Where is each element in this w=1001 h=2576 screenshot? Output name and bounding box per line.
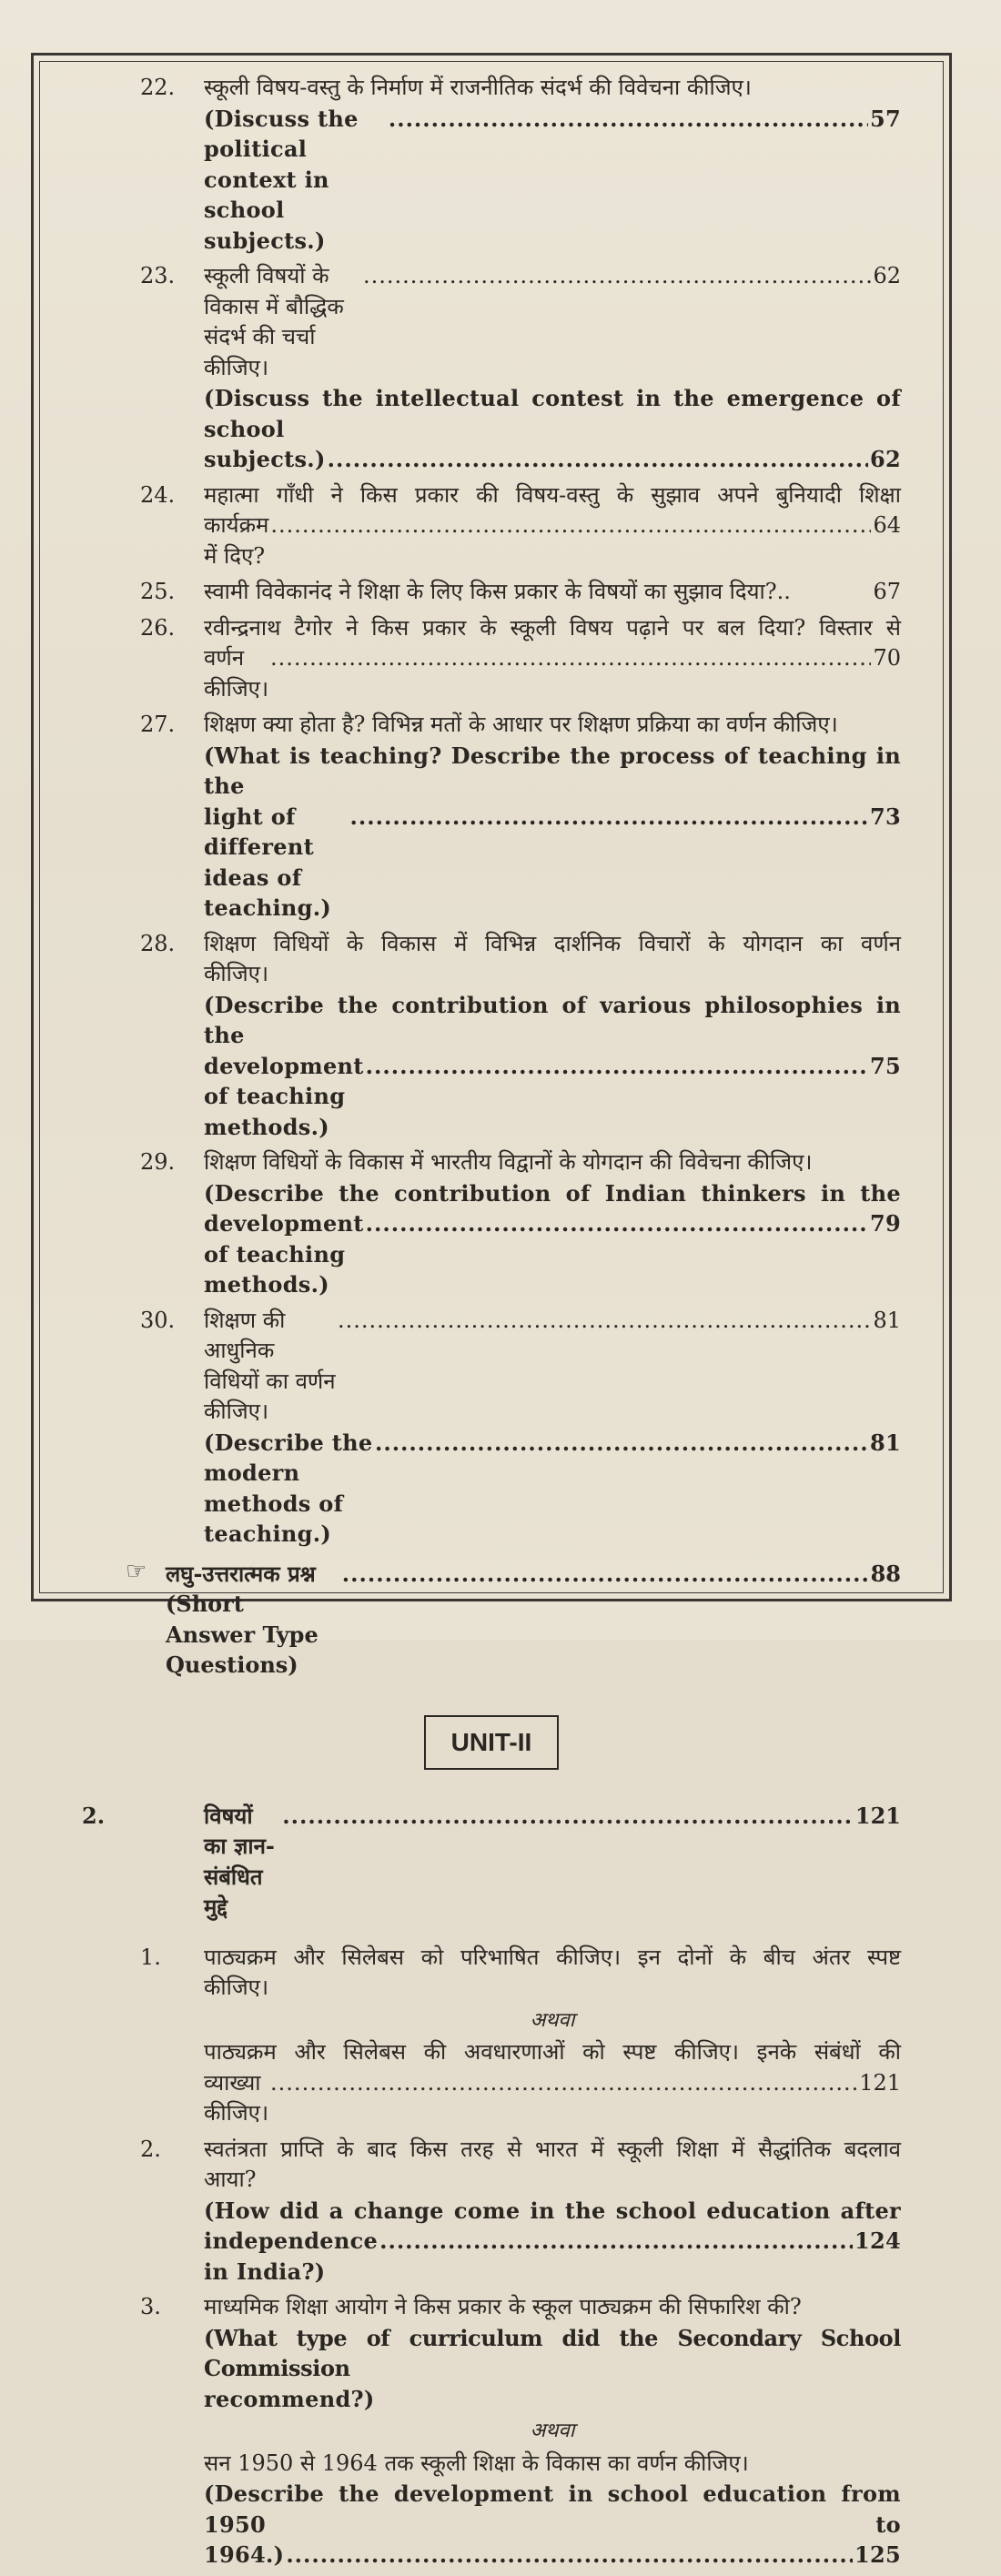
- english-question: (Describe the modern methods of teaching.): [204, 1429, 373, 1547]
- hindi-question: स्वतंत्रता प्राप्ति के बाद किस तरह से भारत में स्कूली शिक्षा में सैद्धांतिक बदलाव: [204, 2136, 901, 2162]
- toc-entry-29: [82, 1147, 901, 1300]
- page-number: 81: [870, 1429, 901, 1456]
- toc-entry-u2-1: [82, 1943, 901, 2129]
- entry-number: 26.: [140, 614, 176, 641]
- page-number: 75: [870, 1052, 901, 1079]
- page-number: 70: [873, 645, 901, 671]
- entry-number: 30.: [140, 1307, 176, 1333]
- english-question-cont: light of different ideas of teaching.): [204, 803, 332, 921]
- english-question-alt: (Describe the development in school education from 1950 to: [204, 2480, 901, 2538]
- toc-entry-30: [82, 1306, 901, 1550]
- entry-number: 2.: [140, 2136, 161, 2162]
- english-question: (Describe the contribution of Indian thinkers in the: [204, 1179, 901, 1207]
- toc-entry-22: [82, 73, 901, 256]
- short-answer-hindi: लघु-उत्तरात्मक प्रश्न: [166, 1560, 316, 1587]
- hindi-question: शिक्षण की आधुनिक विधियों का वर्णन कीजिए।: [204, 1307, 336, 1424]
- entry-number: 24.: [140, 481, 176, 508]
- hindi-question: स्वामी विवेकानंद ने शिक्षा के लिए किस प्रकार के विषयों का सुझाव दिया?..: [204, 579, 791, 604]
- toc-entry-25: [82, 577, 901, 608]
- section-heading: [82, 1801, 901, 1923]
- english-question: (Describe the contribution of various philosophies in the: [204, 991, 901, 1048]
- page-number: 81: [873, 1307, 901, 1333]
- entry-number: 3.: [140, 2294, 161, 2319]
- page-number: 121: [859, 2069, 901, 2096]
- toc-entry-28: [82, 929, 901, 1143]
- hindi-question: महात्मा गाँधी ने किस प्रकार की विषय-वस्तु के सुझाव अपने बुनियादी शिक्षा: [204, 481, 901, 508]
- page-number: 88: [870, 1560, 901, 1587]
- page-number: 62: [873, 263, 901, 288]
- english-question-cont: recommend?): [204, 2385, 375, 2412]
- toc-entry-27: [82, 710, 901, 924]
- english-question-cont: independence in India?): [204, 2227, 379, 2285]
- entry-number: 27.: [140, 712, 176, 737]
- or-separator: अथवा: [530, 2008, 575, 2032]
- section-title: विषयों का ज्ञान-संबंधित मुद्दे: [204, 1802, 275, 1920]
- hindi-question-cont: कीजिए।: [204, 1975, 269, 2000]
- page-number: 79: [870, 1210, 901, 1237]
- entry-number: 22.: [140, 75, 176, 100]
- short-answer-heading: [82, 1559, 901, 1681]
- page-number: 124: [854, 2227, 901, 2254]
- english-question-cont: development of teaching methods.): [204, 1052, 364, 1140]
- hindi-question: रवीन्द्रनाथ टैगोर ने किस प्रकार के स्कूली विषय पढ़ाने पर बल दिया? विस्तार से: [204, 614, 901, 641]
- hindi-question: शिक्षण क्या होता है? विभिन्न मतों के आधार पर शिक्षण प्रक्रिया का वर्णन कीजिए।: [204, 712, 838, 737]
- page-number: 62: [870, 446, 901, 472]
- hindi-question-alt: पाठ्यक्रम और सिलेबस की अवधारणाओं को स्पष्ट कीजिए। इनके संबंधों की: [204, 2039, 901, 2065]
- unit-label: UNIT-II: [424, 1715, 559, 1770]
- or-separator: अथवा: [530, 2419, 575, 2442]
- english-question: (Discuss the political context in school subjects.): [204, 105, 359, 254]
- hindi-question-cont: कीजिए।: [204, 961, 269, 986]
- page-number: 64: [873, 512, 901, 538]
- entry-number: 25.: [140, 579, 176, 604]
- hindi-question-cont: आया?: [204, 2167, 257, 2192]
- toc-entry-u2-2: [82, 2135, 901, 2288]
- hindi-question-alt: सन 1950 से 1964 तक स्कूली शिक्षा के विकास का वर्णन कीजिए।: [204, 2450, 749, 2476]
- page-number: 57: [870, 105, 901, 132]
- table-of-contents: [82, 73, 901, 2576]
- entry-number: 29.: [140, 1149, 176, 1175]
- english-question-alt-cont: 1964.): [204, 2541, 285, 2568]
- toc-entry-u2-3: [82, 2292, 901, 2571]
- hindi-question: माध्यमिक शिक्षा आयोग ने किस प्रकार के स्कूल पाठ्यक्रम की सिफारिश की?: [204, 2294, 802, 2319]
- hindi-question: स्कूली विषय-वस्तु के निर्माण में राजनीतिक संदर्भ की विवेचना कीजिए।: [204, 75, 752, 100]
- page-number: 125: [854, 2541, 901, 2568]
- english-question: (What is teaching? Describe the process of teaching in the: [204, 742, 901, 799]
- page-number: 121: [854, 1802, 901, 1829]
- section-number: 2.: [82, 1802, 106, 1829]
- short-answer-english: (Short Answer Type Questions): [166, 1591, 318, 1678]
- toc-entry-24: [82, 480, 901, 572]
- hindi-question-cont: कार्यक्रम में दिए?: [204, 512, 269, 569]
- toc-entry-26: [82, 613, 901, 705]
- entry-number: 1.: [140, 1944, 161, 1970]
- english-question-cont: development of teaching methods.): [204, 1210, 364, 1298]
- hindi-question-cont: वर्णन कीजिए।: [204, 645, 269, 702]
- hindi-question: शिक्षण विधियों के विकास में भारतीय विद्वानों के योगदान की विवेचना कीजिए।: [204, 1149, 813, 1175]
- english-question: (Discuss the intellectual contest in the emergence of school: [204, 385, 901, 442]
- english-question-cont: subjects.): [204, 446, 326, 472]
- entry-number: 23.: [140, 263, 176, 288]
- entry-number: 28.: [140, 930, 176, 956]
- page-number: 73: [870, 803, 901, 830]
- pointing-hand-icon: ☞: [126, 1557, 147, 1585]
- english-question: (How did a change come in the school education after: [204, 2197, 901, 2224]
- hindi-question-alt-cont: व्याख्या कीजिए।: [204, 2069, 269, 2126]
- hindi-question: शिक्षण विधियों के विकास में विभिन्न दार्शनिक विचारों के योगदान का वर्णन: [204, 930, 901, 956]
- page-number: 67: [873, 579, 901, 604]
- hindi-question: स्कूली विषयों के विकास में बौद्धिक संदर्भ की चर्चा कीजिए।: [204, 263, 344, 380]
- english-question: (What type of curriculum did the Secondary School Commission: [204, 2324, 901, 2381]
- hindi-question: पाठ्यक्रम और सिलेबस को परिभाषित कीजिए। इन दोनों के बीच अंतर स्पष्ट: [204, 1944, 901, 1970]
- toc-entry-23: [82, 261, 901, 475]
